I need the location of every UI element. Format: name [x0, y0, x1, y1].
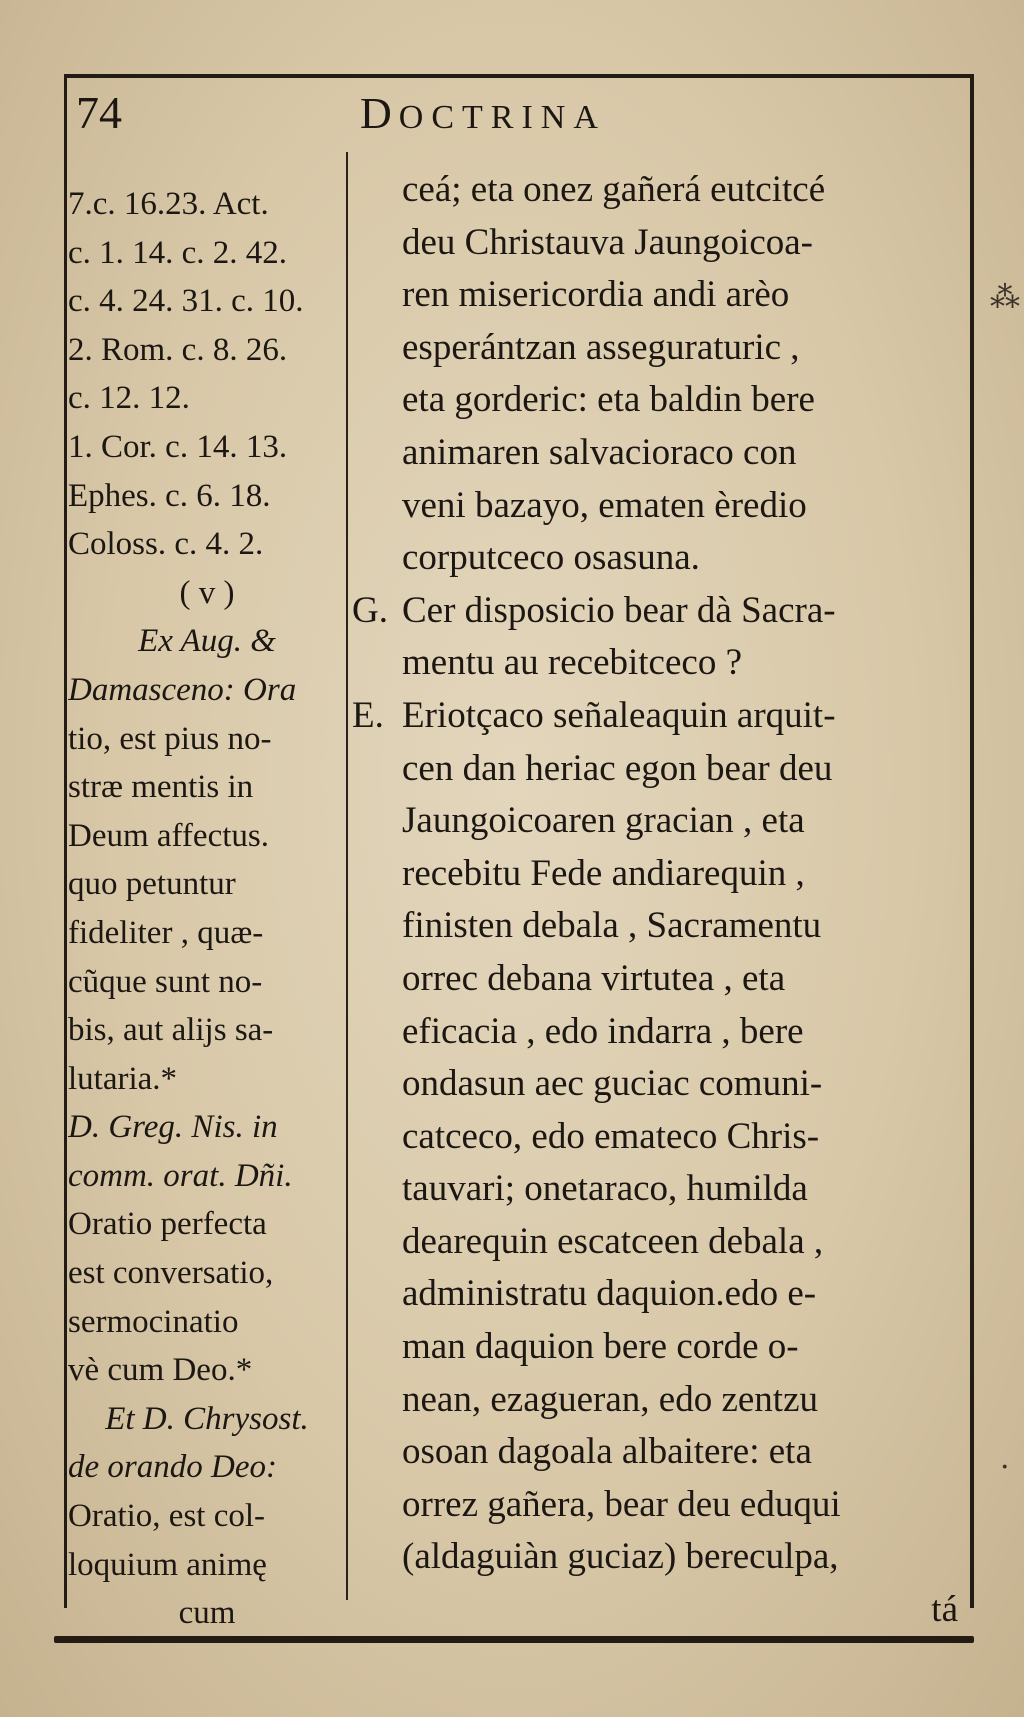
line-text: Eriotçaco señaleaquin arquit-: [402, 694, 836, 736]
line-text: esperántzan asseguraturic ,: [402, 326, 800, 368]
text-line: [352, 164, 964, 217]
margin-note-line: cũque sunt no-: [68, 963, 263, 1000]
text-line: [352, 795, 964, 848]
text-line: [352, 743, 964, 796]
margin-note-line: quo petuntur: [68, 866, 236, 903]
text-line: [352, 1006, 964, 1059]
main-text-column: [352, 164, 964, 1637]
margin-note-line: Damasceno: Ora: [68, 671, 297, 708]
text-line: [352, 585, 964, 638]
margin-note-line: 2. Rom. c. 8. 26.: [68, 331, 288, 368]
margin-note-line: cum: [178, 1595, 236, 1632]
text-line: [352, 1321, 964, 1374]
margin-note-line: Oratio perfecta: [68, 1206, 267, 1243]
margin-note-line: sermocinatio: [68, 1303, 239, 1340]
line-text: tauvari; onetaraco, humilda: [402, 1168, 808, 1210]
margin-note-line: Coloss. c. 4. 2.: [68, 526, 264, 563]
title-initial: D: [360, 89, 399, 138]
text-line: [352, 953, 964, 1006]
margin-note-line: D. Greg. Nis. in: [68, 1109, 278, 1146]
margin-notes-column: [68, 180, 346, 1638]
catchword: tá: [931, 1589, 958, 1631]
text-line: [352, 1426, 964, 1479]
text-line: [352, 1374, 964, 1427]
margin-note-line: est conversatio,: [68, 1255, 274, 1292]
text-line: [352, 217, 964, 270]
text-line: [352, 637, 964, 690]
line-text: deu Christauva Jaungoicoa-: [402, 221, 813, 263]
margin-note-line: Deum affectus.: [68, 817, 269, 854]
text-line: [352, 374, 964, 427]
line-text: catceco, edo emateco Chris-: [402, 1115, 820, 1157]
line-text: dearequin escatceen debala ,: [402, 1220, 824, 1262]
line-text: administratu daquion.edo e-: [402, 1273, 817, 1315]
margin-note-line: c. 1. 14. c. 2. 42.: [68, 234, 288, 271]
margin-note-line: c. 12. 12.: [68, 380, 190, 417]
text-line: [352, 848, 964, 901]
speaker-label: G.: [352, 589, 388, 631]
margin-note-line: Ex Aug. &: [138, 623, 276, 660]
line-text: mentu au recebitceco ?: [402, 642, 742, 684]
line-text: ondasun aec guciac comuni-: [402, 1063, 823, 1105]
line-text: Jaungoicoaren gracian , eta: [402, 800, 805, 842]
text-line: [352, 1216, 964, 1269]
line-text: eta gorderic: eta baldin bere: [402, 379, 815, 421]
margin-note-line: lutaria.*: [68, 1060, 178, 1097]
margin-note-line: ( v ): [179, 574, 235, 611]
text-line: [352, 427, 964, 480]
text-line: [352, 532, 964, 585]
line-text: cen dan heriac egon bear deu: [402, 747, 833, 789]
line-text: osoan dagoala albaitere: eta: [402, 1431, 812, 1473]
text-line: [352, 900, 964, 953]
margin-note-line: Et D. Chrysost.: [105, 1400, 309, 1437]
text-line: [352, 480, 964, 533]
line-text: man daquion bere corde o-: [402, 1326, 799, 1368]
line-text: nean, ezagueran, edo zentzu: [402, 1378, 818, 1420]
margin-note-line: Oratio, est col-: [68, 1498, 266, 1535]
page-number: 74: [76, 87, 122, 138]
column-divider: [346, 152, 348, 1600]
margin-note-line: tio, est pius no-: [68, 720, 272, 757]
line-text: finisten debala , Sacramentu: [402, 905, 822, 947]
text-line: [352, 1479, 964, 1532]
margin-note-line: 1. Cor. c. 14. 13.: [68, 428, 288, 465]
text-line: [352, 690, 964, 743]
title-rest: OCTRINA: [398, 99, 606, 136]
margin-note-line: loquium animę: [68, 1546, 267, 1583]
line-text: (aldaguiàn guciaz) bereculpa,: [402, 1536, 839, 1578]
line-text: veni bazayo, ematen èredio: [402, 484, 807, 526]
running-title: [360, 88, 606, 139]
text-line: [352, 1268, 964, 1321]
text-line: [352, 1111, 964, 1164]
line-text: ren misericordia andi arèo: [402, 274, 790, 316]
line-text: orrez gañera, bear deu eduqui: [402, 1483, 841, 1525]
margin-note-line: stræ mentis in: [68, 769, 254, 806]
text-line: [352, 1058, 964, 1111]
margin-note-line: vè cum Deo.*: [68, 1352, 253, 1389]
bleed-through-mark: ·: [1000, 1450, 1010, 1485]
margin-note-line: Ephes. c. 6. 18.: [68, 477, 271, 514]
line-text: eficacia , edo indarra , bere: [402, 1010, 804, 1052]
margin-note-line: c. 4. 24. 31. c. 10.: [68, 283, 304, 320]
text-line: [352, 1163, 964, 1216]
margin-note-line: 7.c. 16.23. Act.: [68, 186, 269, 222]
line-text: ceá; eta onez gañerá eutcitcé: [402, 169, 826, 210]
bottom-rule: [54, 1636, 974, 1643]
margin-note-line: fideliter , quæ-: [68, 914, 264, 951]
line-text: animaren salvacioraco con: [402, 431, 797, 473]
bleed-through-mark: ⁂: [990, 280, 1020, 315]
line-text: recebitu Fede andiarequin ,: [402, 852, 805, 894]
line-text: Cer disposicio bear dà Sacra-: [402, 589, 836, 631]
text-line: [352, 1531, 964, 1584]
text-line: [352, 322, 964, 375]
margin-note-line: comm. orat. Dñi.: [68, 1157, 293, 1194]
text-line: [352, 269, 964, 322]
speaker-label: E.: [352, 694, 384, 736]
margin-note-line: de orando Deo:: [68, 1449, 277, 1486]
margin-note-line: bis, aut alijs sa-: [68, 1012, 274, 1049]
line-text: corputceco osasuna.: [402, 537, 700, 579]
line-text: orrec debana virtutea , eta: [402, 957, 786, 999]
